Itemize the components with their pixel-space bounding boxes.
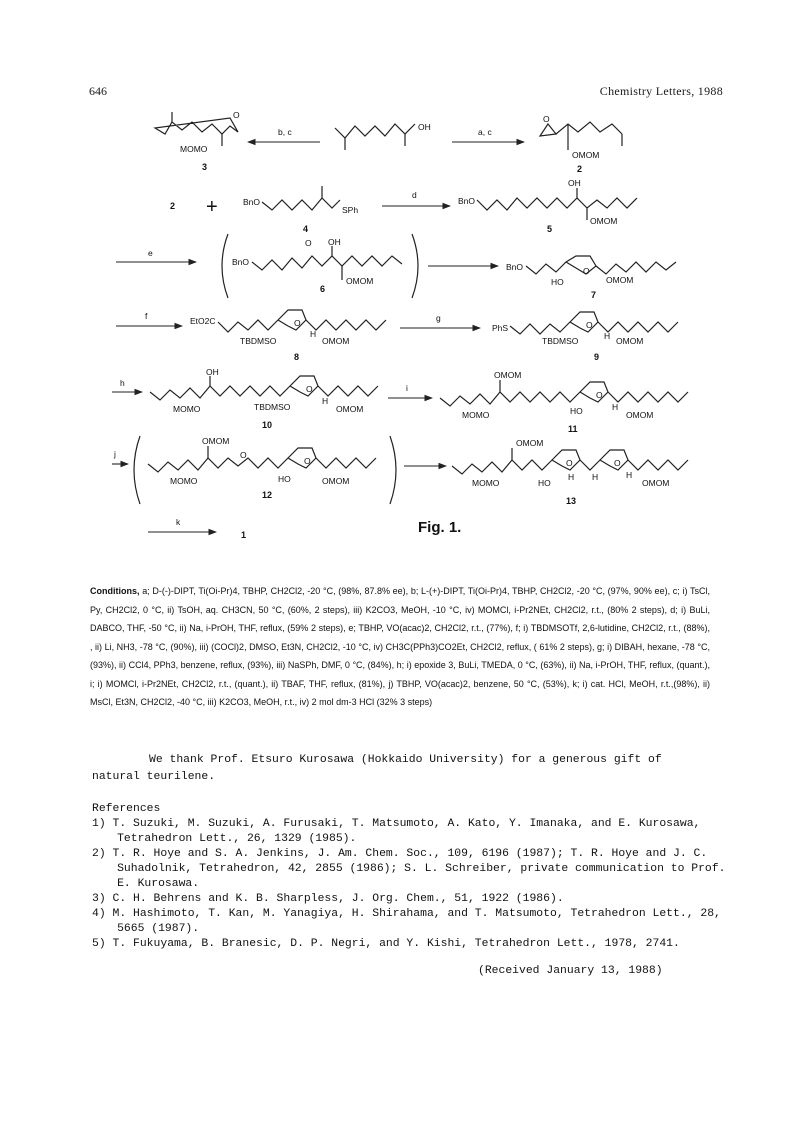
reference-item: 2) T. R. Hoye and S. A. Jenkins, J. Am. Chem. Soc., 109, 6196 (1987); T. R. Hoye and J. C. Suhadolnik, Tetrahedron, 42, 2855 (1986); S. L. Schreiber, private communication to Prof. E. Kurosawa. — [92, 848, 726, 890]
svg-text:TBDMSO: TBDMSO — [254, 402, 291, 412]
svg-text:HO: HO — [551, 277, 564, 287]
svg-text:BnO: BnO — [458, 196, 476, 206]
svg-text:H: H — [322, 396, 329, 406]
compound-number-11: 11 — [568, 424, 578, 434]
compound-6 — [222, 234, 418, 298]
svg-text:O: O — [586, 320, 593, 330]
svg-text:OH: OH — [568, 178, 581, 188]
condition-k: k; i) cat. HCl, MeOH, r.t.,(98%), ii) MsCl, Et3N, CH2Cl2, -40 °C, iii) K2CO3, MeOH, r.t., iv) 2 mol dm-3 HCl (32% 3 steps) — [90, 678, 711, 707]
compound-8 — [190, 310, 386, 362]
svg-text:BnO: BnO — [232, 257, 250, 267]
compound-12 — [134, 436, 396, 504]
compound-3 — [155, 110, 240, 172]
svg-text:SPh: SPh — [342, 205, 359, 215]
svg-text:OMOM: OMOM — [642, 478, 670, 488]
svg-text:OMOM: OMOM — [516, 438, 544, 448]
svg-text:TBDMSO: TBDMSO — [240, 336, 277, 346]
svg-text:O: O — [566, 458, 573, 468]
svg-text:BnO: BnO — [506, 262, 524, 272]
svg-text:H: H — [310, 329, 317, 339]
svg-text:OMOM: OMOM — [572, 150, 600, 160]
condition-c: c; i) TsCl, Py, CH2Cl2, 0 °C, ii) TsOH, aq. CH3CN, 50 °C, (60%, 2 steps), iii) K2CO3, MeOH, -10 °C, iv) MOMCl, i-Pr2NEt, CH2Cl2, r.t., (80% 2 steps), — [90, 586, 710, 615]
reference-item: 5) T. Fukuyama, B. Branesic, D. P. Negri, and Y. Kishi, Tetrahedron Lett., 1978, 2741. — [92, 938, 680, 950]
svg-text:MOMO: MOMO — [170, 476, 198, 486]
svg-text:2: 2 — [170, 201, 176, 211]
condition-i: i; i) MOMCl, i-Pr2NEt, CH2Cl2, r.t., (quant.), ii) TBAF, THF, reflux, (81%), — [90, 678, 386, 689]
condition-b: b; L-(+)-DIPT, Ti(Oi-Pr)4, TBHP, CH2Cl2, -20 °C, (97%, 90% ee), — [410, 586, 671, 596]
svg-text:TBDMSO: TBDMSO — [542, 336, 579, 346]
svg-text:O: O — [614, 458, 621, 468]
svg-text:OMOM: OMOM — [494, 370, 522, 380]
compound-number-4: 4 — [303, 224, 309, 234]
svg-text:OMOM: OMOM — [346, 276, 374, 286]
compound-number-3: 3 — [202, 162, 208, 172]
condition-j: j) TBHP, VO(acac)2, benzene, 50 °C, (53%), — [388, 678, 570, 689]
compound-number-7: 7 — [591, 290, 597, 300]
condition-f: f; i) TBDMSOTf, 2,6-lutidine, CH2Cl2, r.t., (88%), , ii) Li, NH3, -78 °C, (90%), iii) (COCl)2, DMSO, Et3N, CH2Cl2, -10 °C, iv) CH3C(PPh3)CO2Et, CH2Cl2, reflux, ( 61% 2 steps), — [90, 623, 710, 652]
conditions-heading: Conditions, — [90, 586, 140, 596]
svg-text:MOMO: MOMO — [472, 478, 500, 488]
svg-text:OH: OH — [328, 237, 341, 247]
references-section — [92, 802, 732, 952]
compound-9 — [492, 312, 678, 362]
condition-g: g; i) DIBAH, hexane, -78 °C, (93%), ii) CCl4, PPh3, benzene, reflux, (93%), iii) NaSPh, DMF, 0 °C, (84%), — [90, 641, 710, 670]
references-heading: References — [92, 803, 161, 815]
arrow-label-e: e — [148, 248, 153, 258]
condition-h: h; i) epoxide 3, BuLi, TMEDA, 0 °C, (63%), ii) Na, i-PrOH, THF, reflux, (quant.), — [396, 660, 710, 670]
reference-item: 4) M. Hashimoto, T. Kan, M. Yanagiya, H. Shirahama, and T. Matsumoto, Tetrahedron Lett., 28, 5665 (1987). — [92, 908, 721, 935]
svg-text:O: O — [304, 456, 311, 466]
svg-text:O: O — [294, 318, 301, 328]
svg-text:O: O — [543, 114, 550, 124]
svg-text:O: O — [596, 390, 603, 400]
arrow-label-h: h — [120, 378, 125, 388]
geraniol-compound — [335, 122, 431, 150]
svg-text:OMOM: OMOM — [322, 336, 350, 346]
figure-title: Fig. 1. — [418, 519, 462, 536]
compound-4 — [243, 186, 358, 234]
svg-text:O: O — [306, 384, 313, 394]
received-date: (Received January 13, 1988) — [478, 965, 663, 977]
reference-item: 1) T. Suzuki, M. Suzuki, A. Furusaki, T. Matsumoto, A. Kato, Y. Imanaka, and E. Kurosawa, Tetrahedron Lett., 26, 1329 (1985). — [92, 818, 701, 845]
svg-text:H: H — [612, 402, 619, 412]
compound-number-10: 10 — [262, 420, 273, 430]
compound-13 — [452, 438, 688, 506]
condition-a: a; D-(-)-DIPT, Ti(Oi-Pr)4, TBHP, CH2Cl2, -20 °C, (98%, 87.8% ee), — [142, 586, 409, 596]
svg-text:MOMO: MOMO — [173, 404, 201, 414]
arrow-label-bc: b, c — [278, 127, 292, 137]
arrow-label-j: j — [114, 449, 116, 459]
svg-text:BnO: BnO — [243, 197, 261, 207]
compound-number-6: 6 — [320, 284, 326, 294]
svg-text:OH: OH — [206, 367, 219, 377]
compound-5 — [458, 178, 637, 234]
svg-text:OMOM: OMOM — [322, 476, 350, 486]
svg-text:H: H — [568, 472, 575, 482]
arrow-label-d: d — [412, 190, 417, 200]
svg-text:H: H — [626, 470, 633, 480]
arrow-label-f: f — [145, 311, 148, 321]
compound-number-12: 12 — [262, 490, 273, 500]
svg-text:PhS: PhS — [492, 323, 509, 333]
arrow-label-ac: a, c — [478, 127, 492, 137]
compound-2 — [540, 114, 622, 174]
compound-number-2: 2 — [577, 164, 583, 174]
acknowledgment: We thank Prof. Etsuro Kurosawa (Hokkaido University) for a generous gift of natural teurilene. — [92, 754, 662, 783]
svg-text:EtO2C: EtO2C — [190, 316, 216, 326]
svg-text:O: O — [233, 110, 240, 120]
compound-11 — [440, 370, 688, 434]
compound-number-8: 8 — [294, 352, 300, 362]
svg-text:OMOM: OMOM — [336, 404, 364, 414]
svg-text:MOMO: MOMO — [462, 410, 490, 420]
svg-text:H: H — [592, 472, 599, 482]
compound-number-1: 1 — [241, 530, 247, 540]
arrow-label-k: k — [176, 517, 181, 527]
compound-number-5: 5 — [547, 224, 553, 234]
svg-text:+: + — [206, 196, 218, 218]
svg-text:HO: HO — [570, 406, 583, 416]
compound-number-13: 13 — [566, 496, 577, 506]
journal-header: Chemistry Letters, 1988 — [599, 84, 723, 98]
svg-text:OH: OH — [418, 122, 431, 132]
svg-text:HO: HO — [538, 478, 551, 488]
momo-label: MOMO — [180, 144, 208, 154]
page-number: 646 — [89, 84, 107, 98]
svg-text:OMOM: OMOM — [626, 410, 654, 420]
reaction-conditions — [90, 582, 710, 712]
compound-10 — [150, 367, 378, 430]
svg-text:OMOM: OMOM — [202, 436, 230, 446]
svg-text:OMOM: OMOM — [590, 216, 618, 226]
compound-number-9: 9 — [594, 352, 600, 362]
svg-text:O: O — [305, 238, 312, 248]
condition-e: e; TBHP, VO(acac)2, CH2Cl2, r.t., (77%), — [348, 623, 513, 633]
svg-text:H: H — [604, 331, 611, 341]
arrow-label-g: g — [436, 313, 441, 323]
reference-item: 3) C. H. Behrens and K. B. Sharpless, J. Org. Chem., 51, 1922 (1986). — [92, 893, 564, 905]
svg-text:O: O — [240, 450, 247, 460]
svg-text:OMOM: OMOM — [616, 336, 644, 346]
arrow-label-i: i — [406, 383, 408, 393]
compound-7 — [506, 256, 676, 300]
condition-d: d; i) BuLi, DABCO, THF, -50 °C, ii) Na, i-PrOH, THF, reflux, (59% 2 steps), — [90, 604, 710, 633]
svg-text:HO: HO — [278, 474, 291, 484]
svg-text:O: O — [583, 266, 590, 276]
svg-text:OMOM: OMOM — [606, 275, 634, 285]
